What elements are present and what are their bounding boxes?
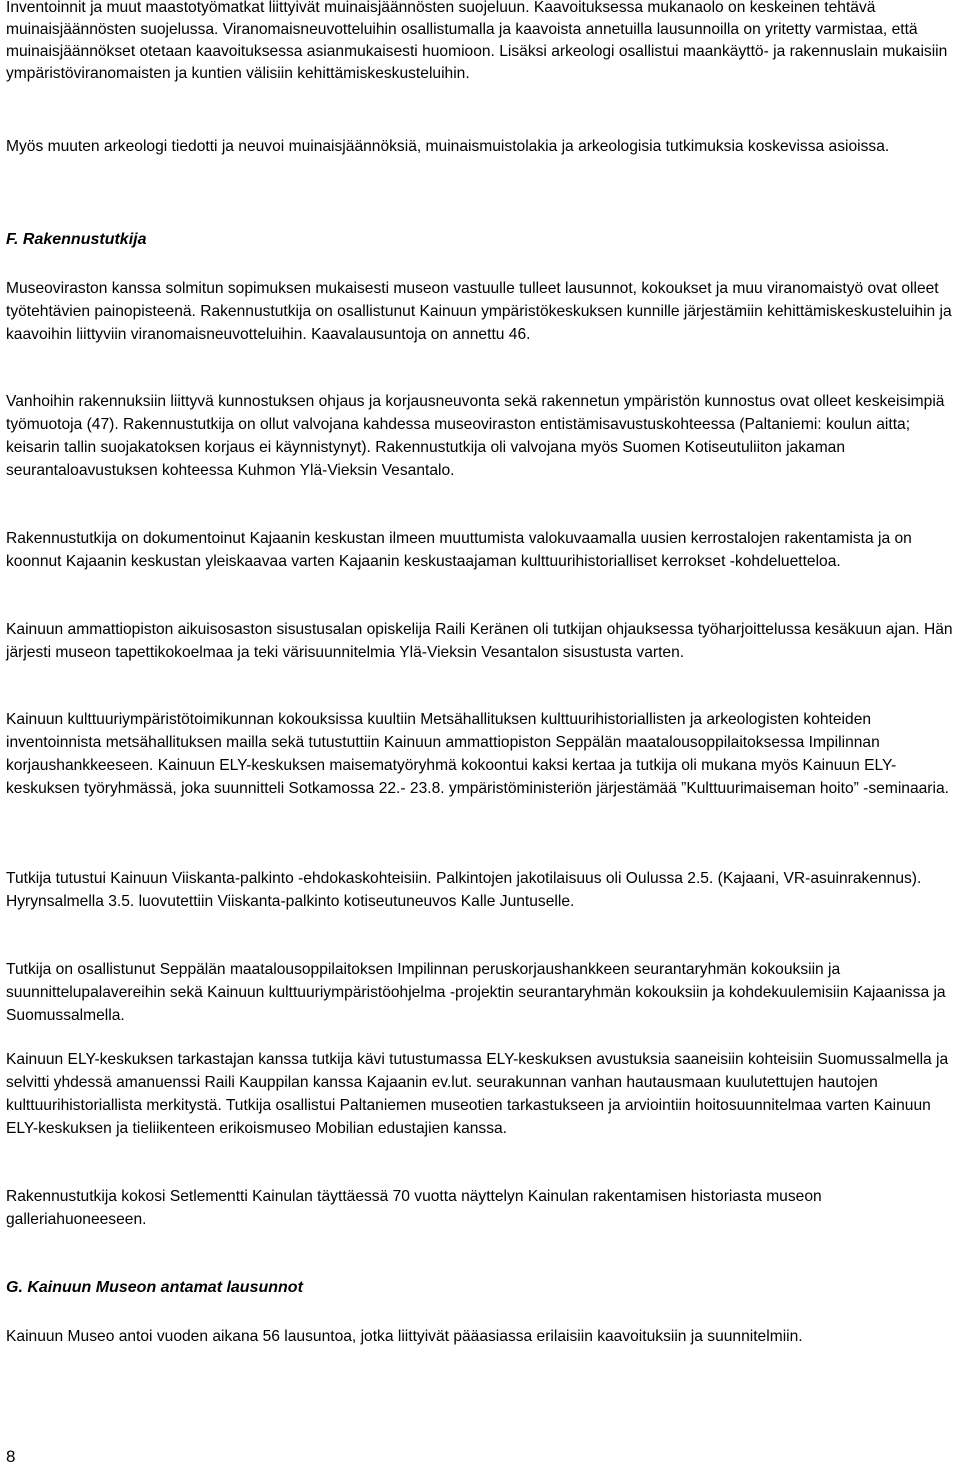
section-heading-f: F. Rakennustutkija [6,231,147,248]
paragraph-kajaani-documentation: Rakennustutkija on dokumentoinut Kajaanin keskustan ilmeen muuttumista valokuvaamalla uusien kerrostalojen rakentamista ja on koonnut Kajaanin keskustan yleiskaavaa varten Kajaanin keskustaajaman kulttuurihistorialliset kerrokset -kohdeluetteloa. [6,530,912,570]
section-heading-g: G. Kainuun Museon antamat lausunnot [6,1279,303,1296]
paragraph-archaeology-planning: Inventoinnit ja muut maastotyömatkat liittyivät muinaisjäännösten suojeluun. Kaavoituksessa mukanaolo on keskeinen tehtävä muinaisjäännösten suojelussa. Viranomaisneuvotteluihin osallistumalla ja kaavoista annetuilla lausunnoilla on yritetty varmistaa, että muinaisjäännökset otetaan kaavoituksessa asianmukaisesti huomioon. Lisäksi arkeologi osallistui maankäyttö- ja rakennuslain mukaisiin ympäristöviranomaisten ja kuntien välisiin kehittämiskeskusteluihin. [6,0,948,82]
paragraph-internship: Kainuun ammattiopiston aikuisosaston sisustusalan opiskelija Raili Keränen oli tutkijan ohjauksessa työharjoittelussa kesäkuun ajan. Hän järjesti museon tapettikokoelmaa ja teki värisuunnitelmia Ylä-Vieksin Vesantalon sisustusta varten. [6,621,953,661]
page-number: 8 [6,1447,16,1466]
paragraph-cultural-environment-committee: Kainuun kulttuuriympäristötoimikunnan kokouksissa kuultiin Metsähallituksen kulttuurihistoriallisten ja arkeologisten kohteiden inventoinnista metsähallituksen mailla sekä tutustuttiin Kainuun ammattiopiston Seppälän maatalousoppilaitoksessa Impilinnan korjaushankkeeseen. Kainuun ELY-keskuksen maisematyöryhmä kokoontui kaksi kertaa ja tutkija oli mukana myös Kainuun ELY-keskuksen työryhmässä, joka suunnitteli Sotkamossa 22.- 23.8. ympäristöministeriön järjestämää ”Kulttuurimaiseman hoito” -seminaaria. [6,711,949,797]
paragraph-restoration-guidance: Vanhoihin rakennuksiin liittyvä kunnostuksen ohjaus ja korjausneuvonta sekä rakennetun ympäristön kunnostus ovat olleet keskeisimpiä työmuotoja (47). Rakennustutkija on ollut valvojana kahdessa museoviraston entistämisavustuskohteessa (Paltaniemi: koulun aitta; keisarin tallin suojakatoksen korjaus ei käynnistynyt). Rakennustutkija oli valvojana myös Suomen Kotiseutuliiton jakaman seurantaloavustuksen kohteessa Kuhmon Ylä-Vieksin Vesantalo. [6,393,945,479]
paragraph-building-research-duties: Museoviraston kanssa solmitun sopimuksen mukaisesti museon vastuulle tulleet lausunnot, kokoukset ja muu viranomaistyö ovat olleet työtehtävien painopisteenä. Rakennustutkija on osallistunut Kainuun ympäristökeskuksen kunnille järjestämiin kehittämiskeskusteluihin ja kaavoihin liittyviin viranomaisneuvotteluihin. Kaavalausuntoja on annettu 46. [6,280,952,343]
paragraph-impilinna-project: Tutkija on osallistunut Seppälän maatalousoppilaitoksen Impilinnan peruskorjaushankkeen seurantaryhmän kokouksiin ja suunnittelupalavereihin sekä Kainuun kulttuuriympäristöohjelma -projektin seurantaryhmän kokouksiin ja kohdekuulemisiin Kajaanissa ja Suomussalmella. [6,961,946,1024]
paragraph-ely-inspection: Kainuun ELY-keskuksen tarkastajan kanssa tutkija kävi tutustumassa ELY-keskuksen avustuksia saaneisiin kohteisiin Suomussalmella ja selvitti yhdessä amanuenssi Raili Kauppilan kanssa Kajaanin ev.lut. seurakunnan vanhan hautausmaan kuulutettujen hautojen kulttuurihistoriallista merkitystä. Tutkija osallistui Paltaniemen museotien tarkastukseen ja arviointiin hoitosuunnitelmaa varten Kainuun ELY-keskuksen ja tieliikenteen erikoismuseo Mobilian edustajien kanssa. [6,1051,949,1137]
paragraph-viiskanta-award: Tutkija tutustui Kainuun Viiskanta-palkinto -ehdokaskohteisiin. Palkintojen jakotilaisuus oli Oulussa 2.5. (Kajaani, VR-asuinrakennus). Hyrynsalmella 3.5. luovutettiin Viiskanta-palkinto kotiseutuneuvos Kalle Juntuselle. [6,870,922,910]
paragraph-archaeology-advice: Myös muuten arkeologi tiedotti ja neuvoi muinaisjäännöksiä, muinaismuistolakia ja arkeologisia tutkimuksia koskevissa asioissa. [6,138,890,155]
paragraph-statements: Kainuun Museo antoi vuoden aikana 56 lausuntoa, jotka liittyivät pääasiassa erilaisiin kaavoituksiin ja suunnitelmiin. [6,1328,803,1345]
paragraph-kainula-exhibition: Rakennustutkija kokosi Setlementti Kainulan täyttäessä 70 vuotta näyttelyn Kainulan rakentamisen historiasta museon galleriahuoneeseen. [6,1188,822,1228]
